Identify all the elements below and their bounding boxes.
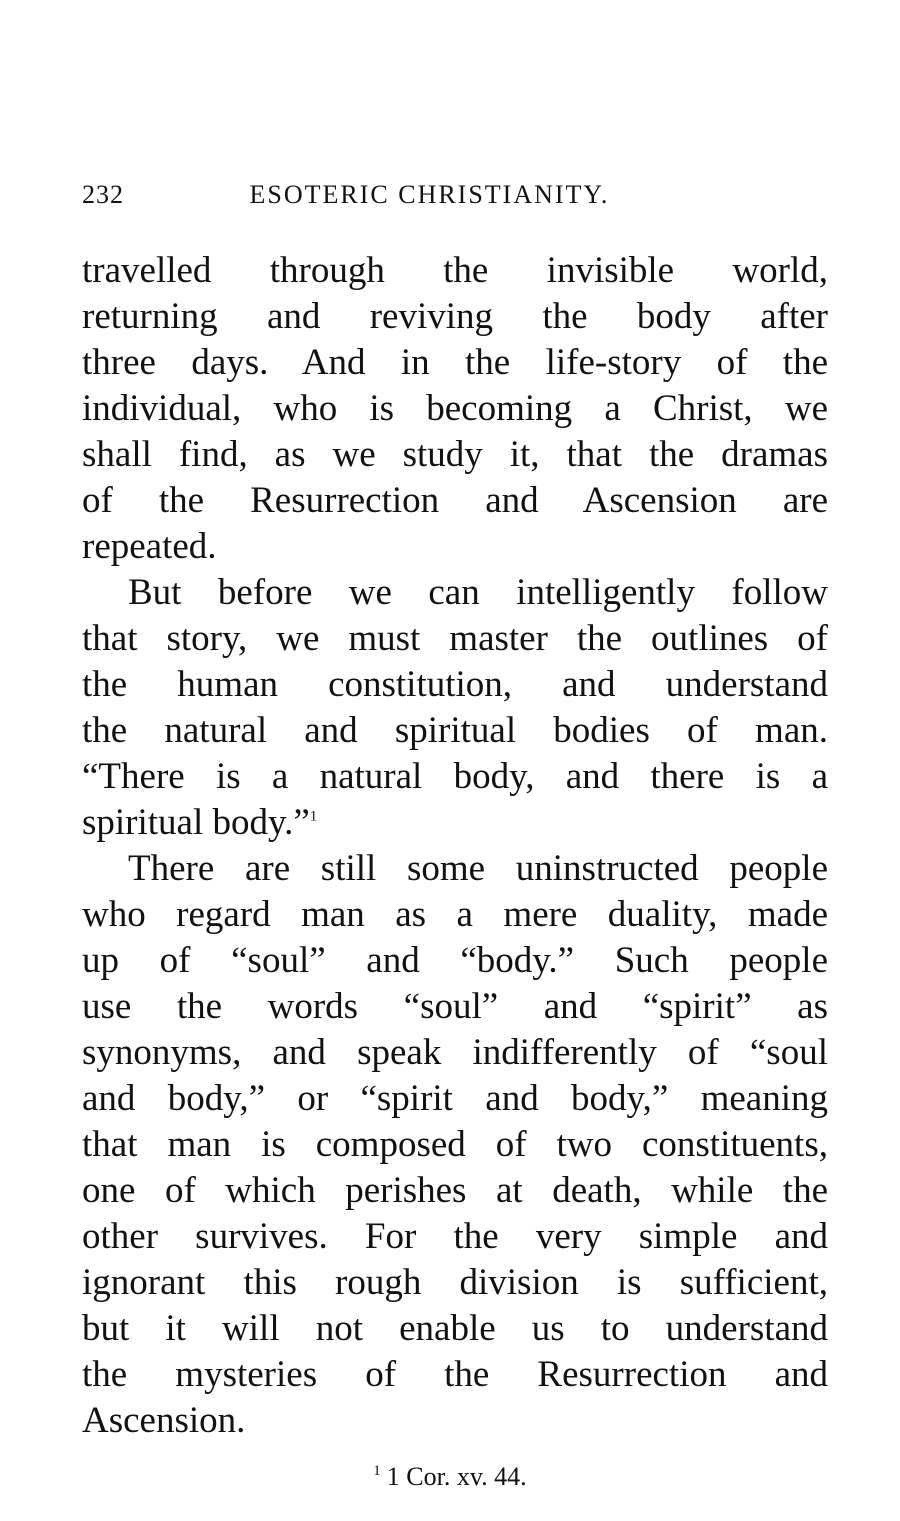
- text-line-with-footnote: [82, 800, 828, 846]
- text-line: other survives. For the very simple and: [82, 1216, 828, 1257]
- text-line: the human constitution, and understand: [82, 664, 828, 705]
- text-line: individual, who is becoming a Christ, we: [82, 388, 828, 429]
- text-line: use the words “soul” and “spirit” as: [82, 986, 828, 1027]
- text-line: three days. And in the life-story of the: [82, 342, 828, 383]
- text-line: that man is composed of two constituents,: [82, 1124, 828, 1165]
- text-line: and body,” or “spirit and body,” meaning: [82, 1078, 828, 1119]
- footnote-reference: 1: [309, 808, 318, 825]
- text-line: Ascension.: [82, 1400, 246, 1441]
- running-title: ESOTERIC CHRISTIANITY.: [249, 180, 610, 209]
- text-line: that story, we must master the outlines of: [82, 618, 828, 659]
- text-line: but it will not enable us to understand: [82, 1308, 828, 1349]
- text-line: the mysteries of the Resurrection and: [82, 1354, 828, 1395]
- text-line: who regard man as a mere duality, made: [82, 894, 828, 935]
- text-line: returning and reviving the body after: [82, 296, 828, 337]
- running-header: [82, 180, 609, 210]
- text-line: synonyms, and speak indifferently of “soul: [82, 1032, 828, 1073]
- footnote: [0, 1462, 900, 1492]
- footnote-text: 1 Cor. xv. 44.: [386, 1462, 527, 1491]
- text-line: up of “soul” and “body.” Such people: [82, 940, 828, 981]
- body-text: [82, 248, 828, 1444]
- text-line: the natural and spiritual bodies of man.: [82, 710, 828, 751]
- text-line: shall find, as we study it, that the dramas: [82, 434, 828, 475]
- text-line: “There is a natural body, and there is a: [82, 756, 828, 797]
- text-line: repeated.: [82, 526, 217, 567]
- text-line: But before we can intelligently follow: [128, 572, 828, 613]
- text-line: one of which perishes at death, while the: [82, 1170, 828, 1211]
- text-line: ignorant this rough division is sufficient,: [82, 1262, 828, 1303]
- page-number: 232: [82, 180, 124, 209]
- text-line: There are still some uninstructed people: [128, 848, 828, 889]
- text-line: of the Resurrection and Ascension are: [82, 480, 828, 521]
- text-line: travelled through the invisible world,: [82, 250, 828, 291]
- text-line: spiritual body.”: [82, 802, 310, 843]
- footnote-marker: 1: [373, 1463, 381, 1480]
